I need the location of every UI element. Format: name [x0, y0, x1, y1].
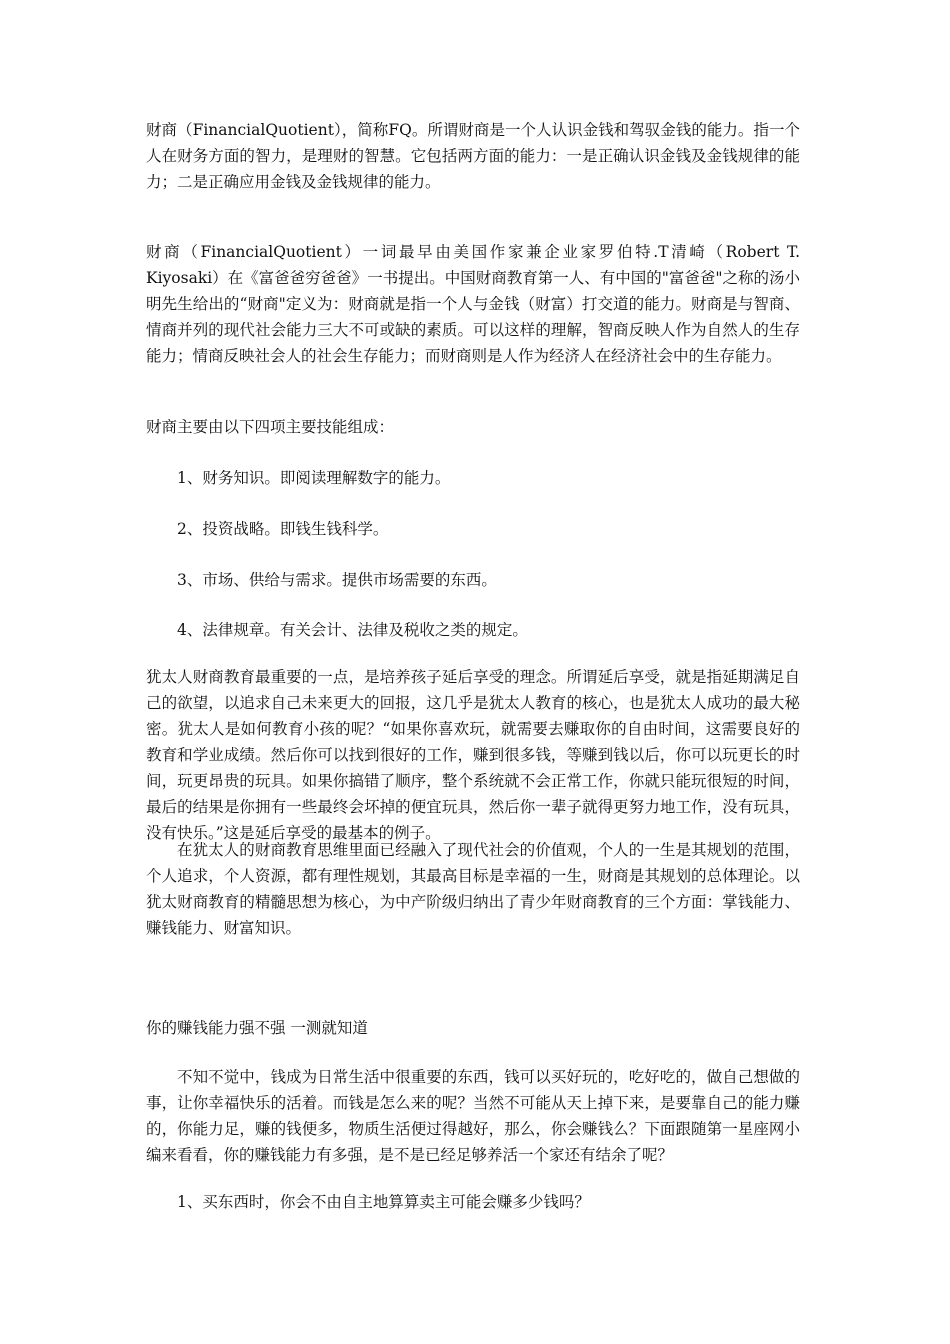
- question-item-1: 1、买东西时，你会不由自主地算算卖主可能会赚多少钱吗？: [177, 1193, 590, 1211]
- skills-intro: 财商主要由以下四项主要技能组成：: [146, 418, 395, 436]
- skill-item-3: 3、市场、供给与需求。提供市场需要的东西。: [177, 571, 497, 589]
- skill-item-4: 4、法律规章。有关会计、法律及税收之类的规定。: [177, 621, 528, 639]
- paragraph-fq-definition: 财商（FinancialQuotient），简称FQ。所谓财商是一个人认识金钱和驾驭金钱的能力。指一个人在财务方面的智力，是理财的智慧。它包括两方面的能力：一是正确认识金钱及金钱规律的能力；二是正确应用金钱及金钱规律的能力。: [146, 121, 800, 191]
- skill-item-1: 1、财务知识。即阅读理解数字的能力。: [177, 469, 451, 487]
- skill-item-2: 2、投资战略。即钱生钱科学。: [177, 520, 389, 538]
- section-heading: 你的赚钱能力强不强 一测就知道: [146, 1019, 368, 1037]
- paragraph-values: 在犹太人的财商教育思维里面已经融入了现代社会的价值观，个人的一生是其规划的范围，个人追求，个人资源，都有理性规划，其最高目标是幸福的一生，财商是其规划的总体理论。以犹太财商教育的精髓思想为核心，为中产阶级归纳出了青少年财商教育的三个方面：掌钱能力、赚钱能力、财富知识。: [146, 841, 800, 937]
- paragraph-fq-origin: 财商（FinancialQuotient）一词最早由美国作家兼企业家罗伯特.T清崎（Robert T. Kiyosaki）在《富爸爸穷爸爸》一书提出。中国财商教育第一人、有中国的"富爸爸"之称的汤小明先生给出的“财商"定义为：财商就是指一个人与金钱（财富）打交道的能力。财商是与智商、情商并列的现代社会能力三大不可或缺的素质。可以这样的理解，智商反映人作为自然人的生存能力；情商反映社会人的社会生存能力；而财商则是人作为经济人在经济社会中的生存能力。: [146, 243, 800, 365]
- paragraph-earning-intro: 不知不觉中，钱成为日常生活中很重要的东西，钱可以买好玩的，吃好吃的，做自己想做的事，让你幸福快乐的活着。而钱是怎么来的呢？当然不可能从天上掉下来，是要靠自己的能力赚的，你能力足，赚的钱便多，物质生活便过得越好，那么，你会赚钱么？下面跟随第一星座网小编来看看，你的赚钱能力有多强，是不是已经足够养活一个家还有结余了呢？: [146, 1068, 800, 1164]
- paragraph-jewish-education: 犹太人财商教育最重要的一点，是培养孩子延后享受的理念。所谓延后享受，就是指延期满足自己的欲望，以追求自己未来更大的回报，这几乎是犹太人教育的核心，也是犹太人成功的最大秘密。犹太人是如何教育小孩的呢？“如果你喜欢玩，就需要去赚取你的自由时间，这需要良好的教育和学业成绩。然后你可以找到很好的工作，赚到很多钱，等赚到钱以后，你可以玩更长的时间，玩更昂贵的玩具。如果你搞错了顺序，整个系统就不会正常工作，你就只能玩很短的时间，最后的结果是你拥有一些最终会坏掉的便宜玩具，然后你一辈子就得更努力地工作，没有玩具，没有快乐。”这是延后享受的最基本的例子。: [146, 668, 800, 842]
